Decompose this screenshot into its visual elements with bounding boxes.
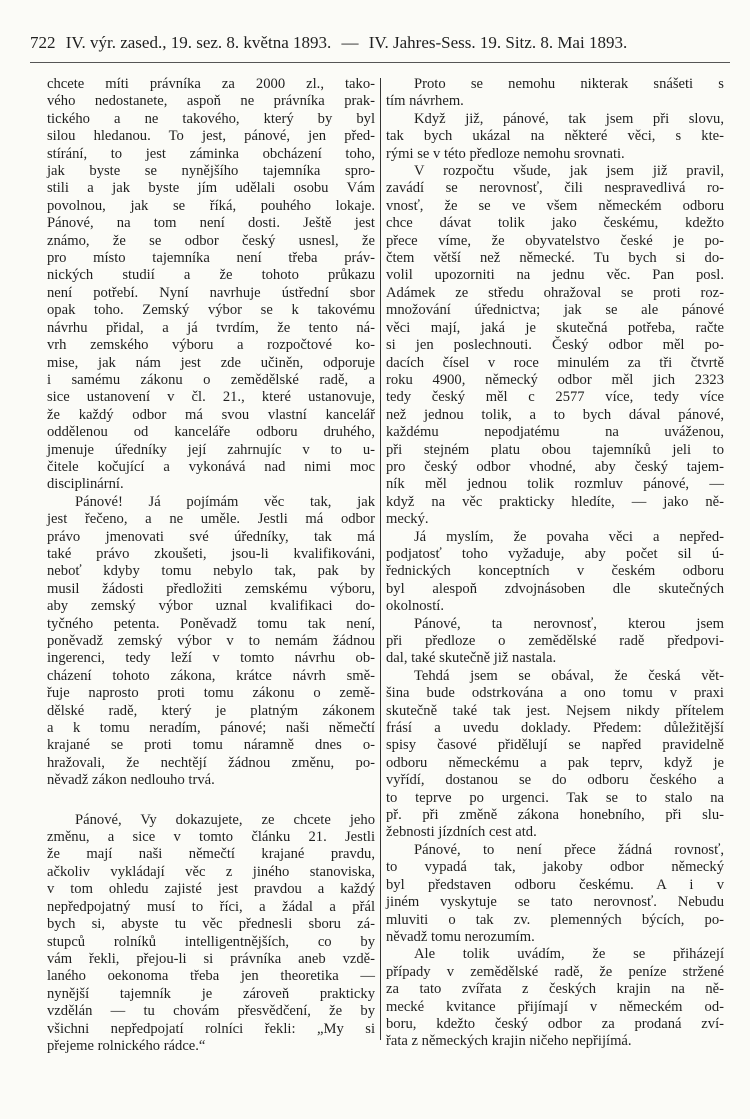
text-line: jak byste se nynějšího tajemníka spro-	[47, 163, 375, 180]
text-line: to teprve po urgenci. Tak se to stalo na	[386, 789, 724, 806]
text-line: vrh zemského výboru a rozpočtové ko-	[47, 337, 375, 354]
text-line: roku 4900, německý odbor měl jich 2323	[386, 371, 724, 388]
text-line: něvadž tomu nerozumím.	[386, 928, 535, 945]
text-line: každému nepodjatému na uváženou,	[386, 424, 724, 441]
paragraph	[47, 812, 375, 1056]
text-line: návrhu přidal, a já tvrdím, že tento ná-	[47, 319, 375, 336]
paragraph	[386, 668, 724, 842]
text-line: všichni nepředpojatí rolníci řekli: „My si	[47, 1020, 375, 1037]
text-line: za tato zvířata z českých krajin na ně-	[386, 981, 724, 998]
text-line: nických studií a že tohoto průkazu	[47, 267, 375, 284]
text-line: cházení tohoto zákona, krátce návrh smě-	[47, 667, 375, 684]
text-line: krajané se proti tomu náramně dnes o-	[47, 737, 375, 754]
column-divider	[380, 78, 381, 1040]
text-line: vyřídí, dostanou se do odboru českého a	[386, 772, 724, 789]
text-line: Pánové! Já pojímám věc tak, jak	[75, 493, 375, 510]
text-line: řata z německých krajin ničeho nepřijímá.	[386, 1033, 632, 1050]
text-line: Když již, pánové, tak jsem při slovu,	[414, 110, 724, 127]
text-line: povolnou, jak se říká, pouhého lokaje.	[47, 197, 375, 214]
text-line: spisy časové přidělují se napřed pravidelně	[386, 737, 724, 754]
text-line: Pánové, na tom není dosti. Ještě jest	[47, 215, 375, 232]
text-line: ačkoliv vykládají věc z jiného stanoviska,	[47, 863, 375, 880]
text-line: v tom ohledu zajisté jest pravdou a každý	[47, 881, 375, 898]
text-line: mecký.	[386, 511, 429, 528]
text-line: známo, že se odbor český usnesl, že	[47, 232, 375, 249]
text-line: hražovali, že nechtějí žádnou změnu, po-	[47, 754, 375, 771]
text-line: i samému zákonu o zemědělské radě, a	[47, 371, 375, 388]
text-line: žebnosti jízdních cest atd.	[386, 824, 537, 841]
text-line: Já myslím, že povaha věci a nepřed-	[414, 528, 724, 545]
text-line: mecké kvitance přijímají v německém od-	[386, 998, 724, 1015]
text-line: Pánové, ta nerovnosť, kterou jsem	[414, 615, 724, 632]
text-line: při předloze o zemědělské radě předpovi-	[386, 633, 724, 649]
text-line: řednických konceptních v českém odboru	[386, 563, 724, 580]
text-line: odboru německému a pak teprv, když je	[386, 754, 724, 771]
text-line: laného oekonoma třeba jen theoretika —	[47, 968, 375, 985]
text-line: poněvadž zemský výbor v to nemám žádnou	[47, 633, 375, 649]
text-line: řuje naprosto proti tomu zákonu o země-	[47, 685, 375, 702]
text-line: stírání, to jest záminka obcházení toho,	[47, 145, 375, 162]
text-line: tím návrhem.	[386, 93, 464, 110]
header-czech: IV. výr. zased., 19. sez. 8. května 1893.	[65, 33, 332, 52]
text-line: a k tomu neradím, pánové; naši němečtí	[47, 720, 375, 737]
text-line: jest řečeno, a ne uměle. Jestli má odbor	[47, 511, 375, 528]
text-line: V rozpočtu všude, jak jsem již pravil,	[414, 163, 724, 180]
text-line: při stejném platu obou tajemníků jeli to	[386, 441, 724, 458]
text-line: také právo zkoušeti, jsou-li kvalifikováni,	[47, 545, 375, 562]
text-line: frásí a uvedu doklady. Předem: důležitější	[386, 720, 724, 737]
text-line: nepředpojatný musí to říci, a žádal a přál	[47, 898, 375, 915]
text-line: neboť kdyby tomu nebylo tak, pak by	[47, 563, 375, 580]
text-line: přece víme, že obyvatelstvo české je po-	[386, 232, 724, 249]
text-line: podjatosť toho vyžaduje, aby počet sil ú-	[386, 545, 724, 562]
text-line: dacích čísel v roce minulém za tři čtvrtě	[386, 354, 724, 371]
text-line: si jen poslechnouti. Český odbor měl po-	[386, 337, 724, 354]
text-line: když na věc prakticky hledíte, — jako ně-	[386, 493, 724, 510]
text-line: pro český odbor vhodné, aby český tajem-	[386, 458, 724, 475]
text-line: okolností.	[386, 598, 444, 615]
text-line: stili a jak byste jím udělali osobu Vám	[47, 180, 375, 197]
text-line: chce dávat tolik jako českému, kdežto	[386, 215, 724, 232]
text-line: případy v zemědělské radě, že peníze stržené	[386, 963, 724, 980]
text-line: věci mají, jaká je skutečná potřeba, račte	[386, 319, 724, 336]
text-line: pro místo tajemníka není třeba práv-	[47, 250, 375, 267]
text-line: opak toho. Zemský výbor se k takovému	[47, 302, 375, 319]
text-line: množování úřednictva; jak se ale pánové	[386, 302, 724, 319]
paragraph	[386, 529, 724, 616]
text-line: dělské radě, který je platným zákonem	[47, 702, 375, 719]
text-line: aby zemský výbor uznal kvalifikaci do-	[47, 598, 375, 615]
text-line: ník měl jednou tolik rozmluv pánové, —	[386, 476, 724, 493]
text-line: ingerenci, tedy leží v tomto návrhu ob-	[47, 650, 375, 667]
text-line: př. při změně zákona honebního, při slu-	[386, 807, 724, 824]
paragraph	[386, 842, 724, 946]
text-line: oddělenou od kanceláře odboru druhého,	[47, 424, 375, 441]
text-line: nynější tajemník je zároveň prakticky	[47, 985, 375, 1002]
text-line: chcete míti právníka za 2000 zl., tako-	[47, 76, 375, 92]
paragraph	[47, 76, 375, 494]
text-line: změnu, a sice v tomto článku 21. Jestli	[47, 829, 375, 846]
header-german: IV. Jahres-Sess. 19. Sitz. 8. Mai 1893.	[368, 33, 628, 52]
text-line: tedy český měl c 2577 více, tedy více	[386, 389, 724, 406]
text-line: šina bude odstrkována a ono tomu v praxi	[386, 685, 724, 702]
text-line: právo jmenovati své úředníky, tak má	[47, 528, 375, 545]
paragraph	[47, 494, 375, 790]
header-rule	[30, 62, 730, 63]
paragraph	[386, 76, 724, 111]
text-line: Adámek ze středu ohražoval se proti roz-	[386, 284, 724, 301]
text-line: rými se v této předloze nemohu srovnati.	[386, 145, 625, 162]
text-line: tak bych ukázal na některé věci, s kte-	[386, 128, 724, 145]
text-line: dal, také skutečně již nastala.	[386, 650, 557, 667]
left-column	[47, 76, 375, 1055]
text-line: že mají naši němečtí krajané pravdu,	[47, 846, 375, 863]
text-line: vého nedostanete, aspoň ne právníka prak-	[47, 93, 375, 110]
text-line: byl alespoň zdvojnásoben dle skutečných	[386, 580, 724, 597]
text-line: čtem větší než německé. Tu bych si do-	[386, 250, 724, 267]
text-line: jmenuje úředníky její zahrnujíc v to u-	[47, 441, 375, 458]
text-line: bych si, abyste tu věc přednesli sboru zá-	[47, 916, 375, 933]
text-line: Proto se nemohu nikterak snášeti s	[414, 76, 724, 92]
text-line: volil upozorniti na jednu věc. Pan posl.	[386, 267, 724, 284]
text-line: stupců rolníků intelligentnějších, co by	[47, 933, 375, 950]
text-line: vnosť, že se ve všem německém odboru	[386, 197, 724, 214]
text-line: tyčného petenta. Poněvadž tomu tak není,	[47, 615, 375, 632]
text-line: než jednou tolik, a to bych dával pánové,	[386, 406, 724, 423]
text-line: že každý odbor má svou vlastní kancelář	[47, 406, 375, 423]
paragraph	[386, 616, 724, 668]
paragraph	[386, 111, 724, 163]
text-line: skutečně také tak jest. Nejsem nikdy přítelem	[386, 702, 724, 719]
text-line: Pánové, Vy dokazujete, ze chcete jeho	[75, 811, 375, 828]
text-line: Ale tolik uvádím, že se přiházejí	[414, 946, 724, 963]
text-line: disciplinární.	[47, 476, 124, 493]
text-line: to vypadá tak, jakoby odbor německý	[386, 859, 724, 876]
text-line: vzdělán — tu chovám přesvědčení, že by	[47, 1003, 375, 1020]
text-line: není potřebí. Nyní navrhuje ústřední sbor	[47, 284, 375, 301]
paragraph	[386, 946, 724, 1050]
right-column	[386, 76, 724, 1051]
text-line: sice ustanovení v čl. 21., které ustanovuje,	[47, 389, 375, 406]
text-line: Pánové, to není přece žádná rovnosť,	[414, 841, 724, 858]
text-line: mluviti o tak zv. plemenných býcích, po-	[386, 911, 724, 928]
text-line: něvadž zákon nedlouho trvá.	[47, 772, 215, 789]
text-line: mise, jak nám jest zde učiněn, odporuje	[47, 354, 375, 371]
text-line: musil žádosti předložiti zemskému výboru,	[47, 580, 375, 597]
text-line: silou hledanou. To jest, pánové, jen před-	[47, 128, 375, 145]
paragraph	[386, 163, 724, 529]
text-line: jiném vyskytuje se tato nerovnosť. Nebudu	[386, 894, 724, 911]
text-line: čitele kočující a vykonává nad nimi moc	[47, 458, 375, 475]
text-line: zavádí se nerovnosť, čili nespravedlivá ro-	[386, 180, 724, 197]
running-header	[30, 33, 730, 53]
page-number: 722	[30, 33, 56, 52]
text-line: přejeme rolnického rádce.“	[47, 1037, 206, 1054]
text-line: Tehdá jsem se obával, že česká vět-	[414, 667, 724, 684]
text-line: byl představen odboru českému. A i v	[386, 876, 724, 893]
text-line: tického a ne takového, který by byl	[47, 110, 375, 127]
header-dash: —	[341, 33, 359, 52]
text-line: vám řekli, přejou-li si právníka aneb vzdě-	[47, 950, 375, 967]
text-line: boru, kdežto český odbor za prodaná zví-	[386, 1015, 724, 1032]
